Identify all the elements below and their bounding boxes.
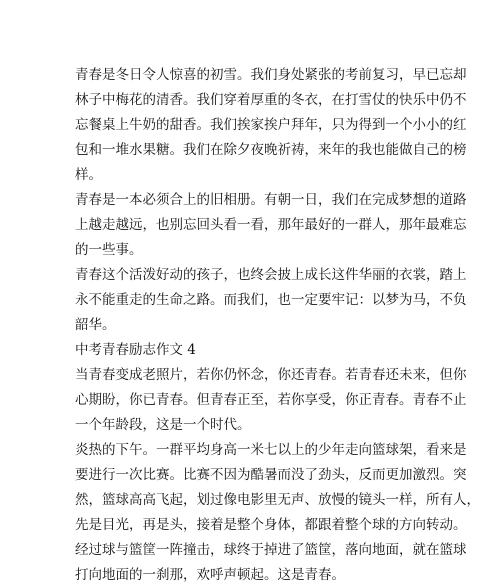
text-line: 青春是冬日令人惊喜的初雪。我们身处紧张的考前复习，早已忘却 — [75, 67, 467, 83]
text-line: 忘餐桌上牛奶的甜香。我们挨家挨户拜年，只为得到一个小小的红 — [75, 117, 467, 133]
text-line: 心期盼，你已青春。但青春正至，若你享受，你正青春。青春不止 — [75, 392, 467, 408]
text-line: 青春这个活泼好动的孩子，也终会披上成长这件华丽的衣裳，踏上 — [75, 267, 467, 283]
text-line: 永不能重走的生命之路。而我们，也一定要牢记：以梦为马，不负 — [75, 292, 467, 308]
text-line: 韶华。 — [75, 317, 116, 333]
text-line: 要进行一次比赛。比赛不因为酷暑而没了劲头，反而更加激烈。突 — [75, 467, 467, 483]
text-line: 青春是一本必须合上的旧相册。有朝一日，我们在完成梦想的道路 — [75, 192, 467, 208]
text-line: 一个年龄段，这是一个时代。 — [75, 417, 251, 433]
text-line: 炎热的下午。一群平均身高一米七以上的少年走向篮球架，看来是 — [75, 442, 467, 458]
text-line: 林子中梅花的清香。我们穿着厚重的冬衣，在打雪仗的快乐中仍不 — [75, 92, 467, 108]
text-line: 的一些事。 — [75, 242, 143, 258]
text-line: 上越走越远，也别忘回头看一看，那年最好的一群人，那年最难忘 — [75, 217, 467, 233]
text-line: 然，篮球高高飞起，划过像电影里无声、放慢的镜头一样，所有人， — [75, 492, 480, 508]
text-line: 先是目光，再是头，接着是整个身体，都跟着整个球的方向转动。 — [75, 517, 467, 533]
text-line: 经过球与篮筐一阵撞击，球终于掉进了篮筐，落向地面，就在篮球 — [75, 542, 467, 558]
text-line: 打向地面的一刹那，欢呼声顿起。这是青春。 — [75, 567, 345, 583]
text-line: 当青春变成老照片，若你仍怀念，你还青春。若青春还未来，但你 — [75, 367, 467, 383]
text-line: 包和一堆水果糖。我们在除夕夜晚祈祷，来年的我也能做自己的榜 — [75, 142, 467, 158]
text-line: 样。 — [75, 167, 102, 183]
section-heading: 中考青春励志作文 4 — [75, 342, 196, 358]
document-body — [75, 63, 480, 588]
